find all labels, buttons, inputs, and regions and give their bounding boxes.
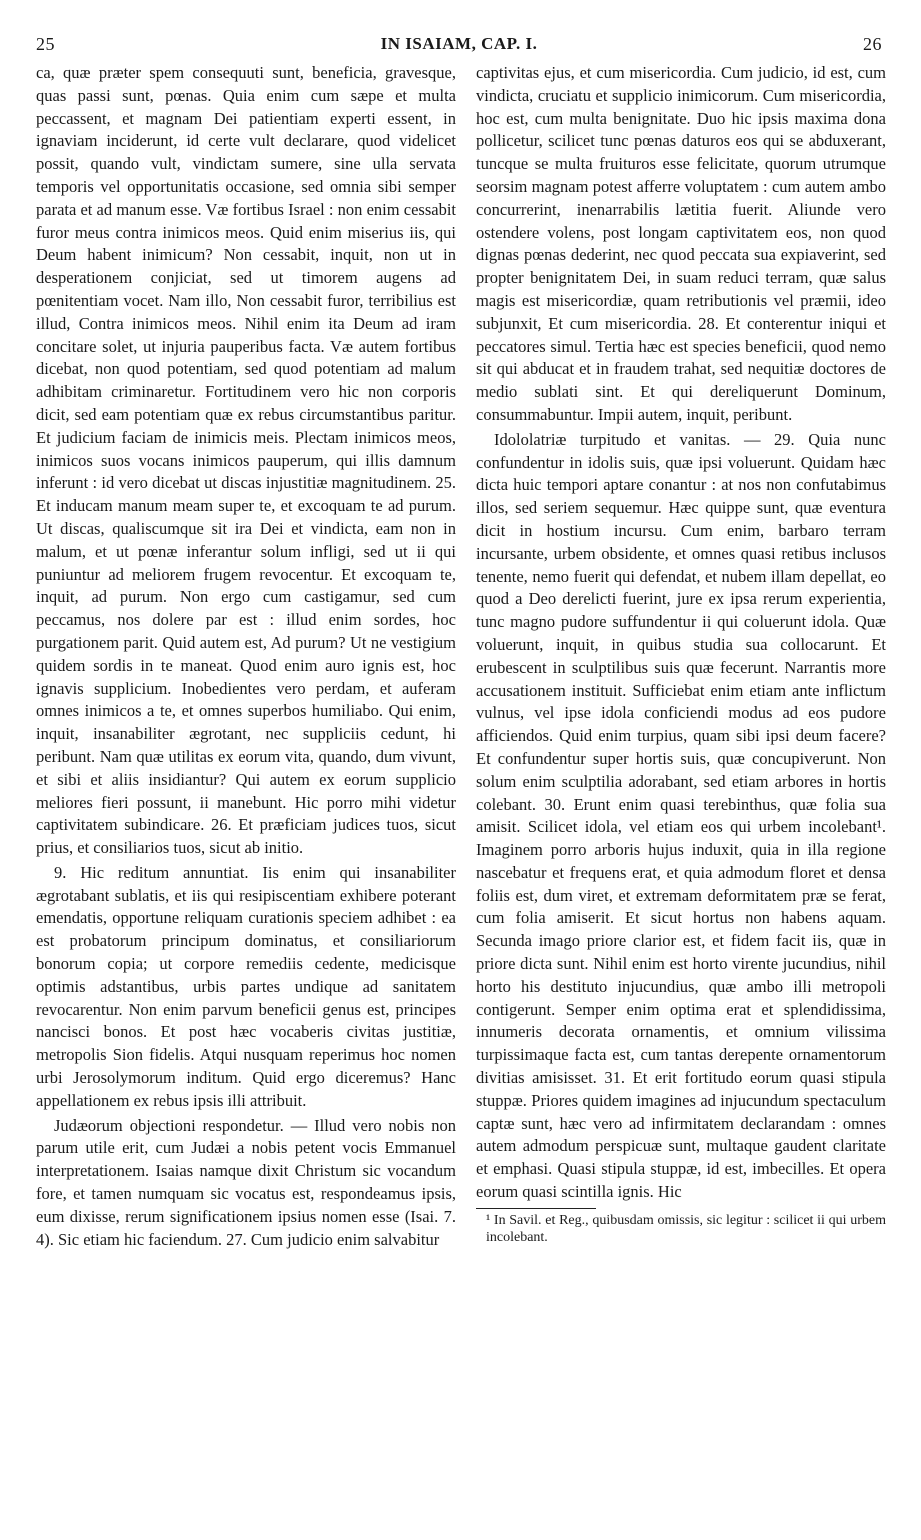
paragraph: captivitas ejus, et cum misericordia. Cum judicio, id est, cum vindicta, cruciatu et supplicio inimicorum. Cum misericordia, hoc est, cum multa benignitate. Duo hic ipsis maxima dona pollicetur, scilicet tunc pœnas daturos eos qui se abduxerant, tuncque se multa fruituros esse felicitate, quorum utrumque seorsim magnam potest afferre voluptatem : cum autem ambo concurrerint, inenarrabilis lætitia fuerit. Aliunde vero ostendere volens, post longam captivitatem eos, non quod dignas pœnas dederint, nec quod peccata sua expiaverint, sed propter benignitatem Dei, in suam reduci terram, quæ salus magis est misericordiæ, quam retributionis vel præmii, ideo subjunxit, Et cum misericordia. 28. Et conterentur iniqui et peccatores simul. Tertia hæc est species beneficii, quod nemo sit qui abducat et in fraudem trahat, sed nequitiæ doctores de medio sublati sint. Et qui dereliquerunt Dominum, consummabuntur. Impii autem, inquit, peribunt. — [476, 63, 886, 424]
page-header — [36, 34, 882, 58]
running-title: IN ISAIAM, CAP. I. — [380, 34, 538, 53]
left-column — [36, 62, 456, 1251]
right-column — [476, 62, 886, 1246]
footnote-rule — [476, 1208, 596, 1209]
footnote: ¹ In Savil. et Reg., quibusdam omissis, sic legitur : scilicet ii qui urbem incolebant. — [486, 1212, 886, 1245]
page-number-right: 26 — [863, 34, 882, 54]
paragraph: Idololatriæ turpitudo et vanitas. — 29. Quia nunc confundentur in idolis suis, quæ ipsi voluerunt. Quidam hæc dicta huic tempori aptare conantur : at nos non confutabimus illos, sed seriem sequemur. Hæc quippe sunt, quæ eventura dicit in hostium incursu. Cum enim, barbaro terram incursante, urbem obsidente, et omnes quasi retibus inclusos tenente, nemo fuerit qui defendat, et nubem illam depellat, eo quod a Deo derelicti fuerint, jure ex ipsa rerum experientia, tunc magno pudore suffundentur ii qui coluerunt idola. Quæ voluerunt, inquit, in quibus studia sua collocarunt. Et erubescent in sculptilibus suis quæ fecerunt. Narrantis more accusationem instituit. Sufficiebat enim etiam ante inflictum vulnus, vel ipse idola conficiendi modus ad eos pudore afficiendos. Quid enim turpius, quam sibi ipsi deum facere? Et confundentur super hortis suis, quæ concupiverunt. Non solum enim sculptilia adorabant, sed etiam arbores in hortis colebant. 30. Erunt enim quasi terebinthus, quæ folia sua amisit. Scilicet idola, vel etiam eos qui urbem incolebant¹. Imaginem porro arboris hujus induxit, quia in illa regione nascebatur et frequens erat, et quia admodum floret et densa foliis est, dum viret, et extremam deformitatem præ se ferat, cum folia amiserit. Et sicut hortus non habens aquam. Secunda imago priore clarior est, et fidem facit iis, quæ in priore dicta sunt. Nihil enim est horto virente jucundius, nihil horto his destituto injucundius, quæ ambo illi metropoli contigerunt. Semper enim optima erat et splendidissima, innumeris decorata ornamentis, et omnium vilissima turpissimaque facta est, cum tantas derepente ornamentorum divitias amisisset. 31. Et erit fortitudo eorum quasi stipula stuppæ. Priores quidem imagines ad injucundum spectaculum captæ sunt, hæc vero ad infirmitatem declarandam : omnes autem admodum perspicuæ sunt, multaque gaudent claritate et emphasi. Quasi stipula stuppæ, id est, imbecilles. Et opera eorum quasi scintilla ignis. Hic — [476, 429, 886, 1202]
paragraph: ca, quæ præter spem consequuti sunt, beneficia, gravesque, quas passi sunt, pœnas. Quia enim cum sæpe et multa peccassent, et magnam Dei patientiam experti essent, in ignaviam inciderunt, id certe vult declarare, quod videlicet possit, quando vult, vindictam sumere, sine ulla servata temporis vel opportunitatis occasione, sed omnia sibi semper parata et ad manum esse. Væ fortibus Israel : non enim cessabit furor meus contra inimicos meos. Quid enim miserius iis, qui Deum habent inimicum? Non cessabit, inquit, non ut in desperationem conjiciat, sed ut timorem augens ad pœnitentiam vocet. Nam illo, Non cessabit furor, terribilius est illud, Contra inimicos meos. Nihil enim ita Deum ad iram concitare solet, ut injuria pauperibus facta. Væ autem fortibus dicebat, non quod potentiam, sed quod potentiam ad malum adhibitam criminaretur. Fortitudinem vero hic non corporis dicit, sed eam potentiam quæ ex rebus circumstantibus paritur. Et judicium faciam de inimicis meis. Plectam inimicos meos, inimicos suos vocans inimicos pauperum, qui illis damnum inferunt : id vero dicebat ut discas injustitiæ magnitudinem. 25. Et inducam manum meam super te, et excoquam te ad purum. Ut discas, qualiscumque sit ira Dei et vindicta, eam non in malum, et ut pœnæ inferantur solum infligi, sed ut ii qui puniuntur ad meliorem frugem revocentur. Et excoquam te, inquit, ad purum. Non ergo cum castigamur, sed cum peccamus, nos dolere par est : illud enim sordes, hoc purgationem parit. Quid autem est, Ad purum? Ut ne vestigium quidem sordis in te maneat. Quod enim auro ignis est, hoc ignavis supplicium. Inobedientes vero perdam, et auferam omnes inimicos a te, et omnes superbos humiliabo. Qui enim, inquit, insanabiliter ægrotant, nec suppliciis cedunt, hi peribunt. Nam quæ utilitas ex eorum vita, quando, dum vivunt, et sibi et aliis insidiantur? Qui autem ex eorum supplicio meliores fieri possunt, ii manebunt. Hic porro mihi videtur captivitatem subindicare. 26. Et præficiam judices tuos, sicut prius, et consiliarios tuos, sicut ab initio. — [36, 63, 456, 858]
paragraph: 9. Hic reditum annuntiat. Iis enim qui insanabiliter ægrotabant sublatis, et iis qui resipiscentiam exhibere poterant emendatis, opportune reliquam curationis speciem adhibet : ea est probatorum principum dominatus, et consiliariorum bonorum copia; ut corpore remediis cedente, medicisque optimis adstantibus, urbis partes undique ad sanitatem revocarentur. Non enim parvum beneficii genus est, principes nancisci bonos. Et post hæc vocaberis civitas justitiæ, metropolis Sion fidelis. Atqui nusquam reperimus hoc nomen urbi Jerosolymorum inditum. Quid ergo diceremus? Hanc appellationem ex rebus ipsis illi attribuit. — [36, 862, 456, 1110]
page-number-left: 25 — [36, 34, 55, 54]
paragraph: Judæorum objectioni respondetur. — Illud vero nobis non parum utile erit, cum Judæi a nobis petent vocis Emmanuel interpretationem. Isaias namque dixit Christum sic vocandum fore, et tamen numquam sic vocatus est, respondeamus ipsis, eum dixisse, rerum significationem ipsius nomen esse (Isai. 7. 4). Sic etiam hic faciendum. 27. Cum judicio enim salvabitur — [36, 1115, 456, 1249]
